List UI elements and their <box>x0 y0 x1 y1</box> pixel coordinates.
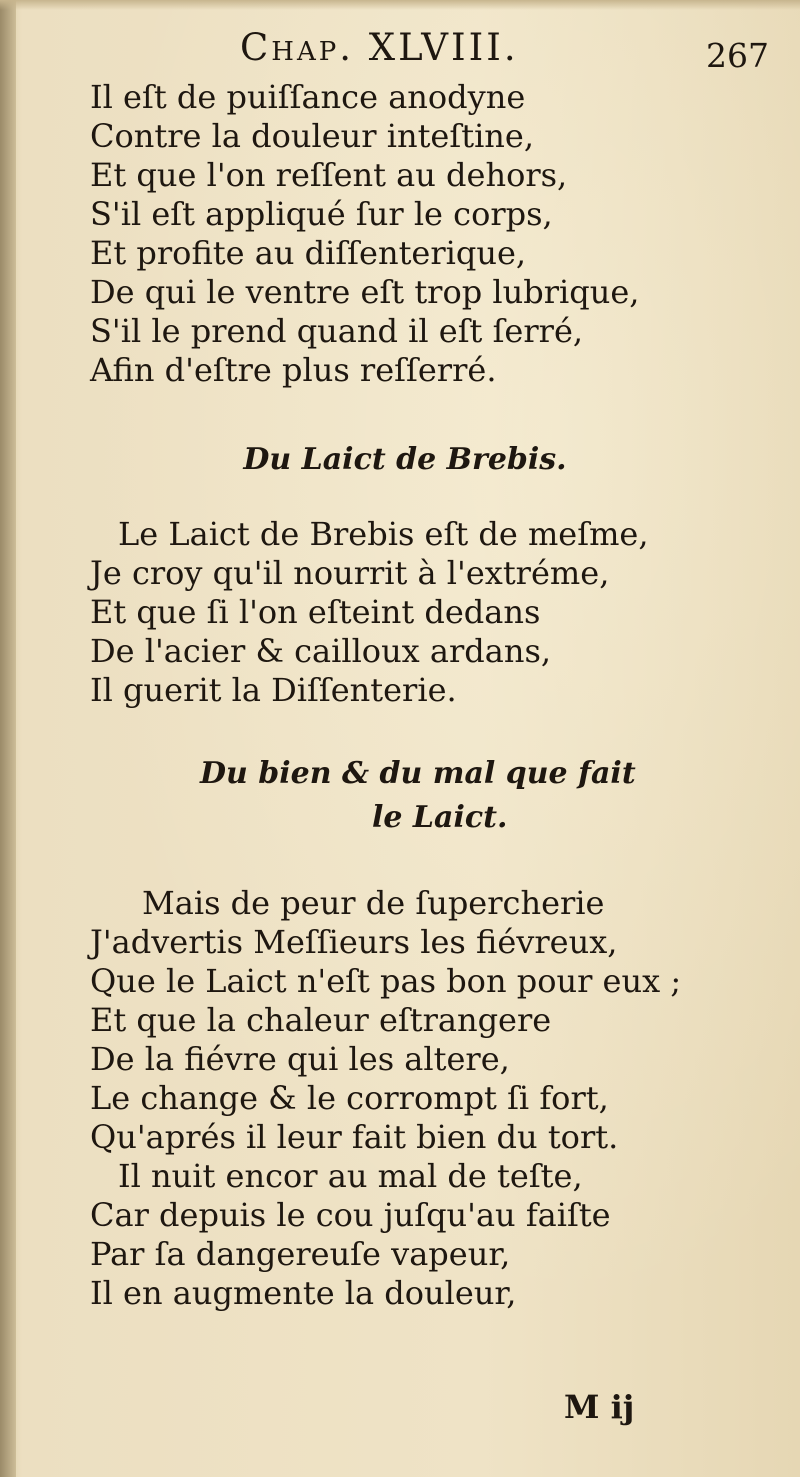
verse-line: Le change & le corrompt ſi fort, <box>90 1079 609 1117</box>
verse-line: Afin d'eſtre plus reſſerré. <box>90 351 497 389</box>
verse-line: Car depuis le cou juſqu'au faiſte <box>90 1196 611 1234</box>
section-title-bien-et-mal <box>90 752 710 840</box>
verse-line: Mais de peur de ſupercherie <box>142 884 605 922</box>
verse-line: Et que l'on reſſent au dehors, <box>90 156 568 194</box>
stanza-3 <box>90 884 710 1313</box>
verse-line: Par ſa dangereuſe vapeur, <box>90 1235 511 1273</box>
section-title-line-1: Du bien & du mal que fait <box>200 756 636 791</box>
section-title-line-2: le Laict. <box>372 800 508 835</box>
verse-line: Que le Laict n'eſt pas bon pour eux ; <box>90 962 682 1000</box>
verse-line: Il en augmente la douleur, <box>90 1274 517 1312</box>
verse-line: S'il le prend quand il eſt ſerré, <box>90 312 584 350</box>
verse-line: De l'acier & cailloux ardans, <box>90 632 552 670</box>
verse-line: Le Laict de Brebis eſt de meſme, <box>118 515 649 553</box>
stanza-2 <box>90 515 710 710</box>
verse-line: Il nuit encor au mal de teſte, <box>118 1157 583 1195</box>
verse-line: Et que la chaleur eſtrangere <box>90 1001 552 1039</box>
running-head: Chap. XLVIII. <box>240 26 519 69</box>
verse-line: Et que ſi l'on eſteint dedans <box>90 593 541 631</box>
verse-line: Il guerit la Diſſenterie. <box>90 671 457 709</box>
stanza-1 <box>90 78 710 390</box>
verse-line: Je croy qu'il nourrit à l'extréme, <box>90 554 610 592</box>
section-title-laict-de-brebis: Du Laict de Brebis. <box>243 442 567 477</box>
verse-line: Et profite au diſſenterique, <box>90 234 527 272</box>
verse-line: S'il eſt appliqué ſur le corps, <box>90 195 553 233</box>
page-header <box>0 20 800 80</box>
verse-line: De la fiévre qui les altere, <box>90 1040 510 1078</box>
verse-line: Qu'aprés il leur fait bien du tort. <box>90 1118 619 1156</box>
page-number: 267 <box>706 36 769 75</box>
signature-mark: M ij <box>564 1388 635 1426</box>
verse-line: Contre la douleur inteſtine, <box>90 117 535 155</box>
verse-line: Il eſt de puiſſance anodyne <box>90 78 526 116</box>
page-top-shadow <box>0 0 800 10</box>
verse-line: De qui le ventre eſt trop lubrique, <box>90 273 640 311</box>
verse-line: J'advertis Meſſieurs les fiévreux, <box>90 923 618 961</box>
page-gutter-shadow <box>0 0 16 1477</box>
poem-text <box>90 78 710 1313</box>
